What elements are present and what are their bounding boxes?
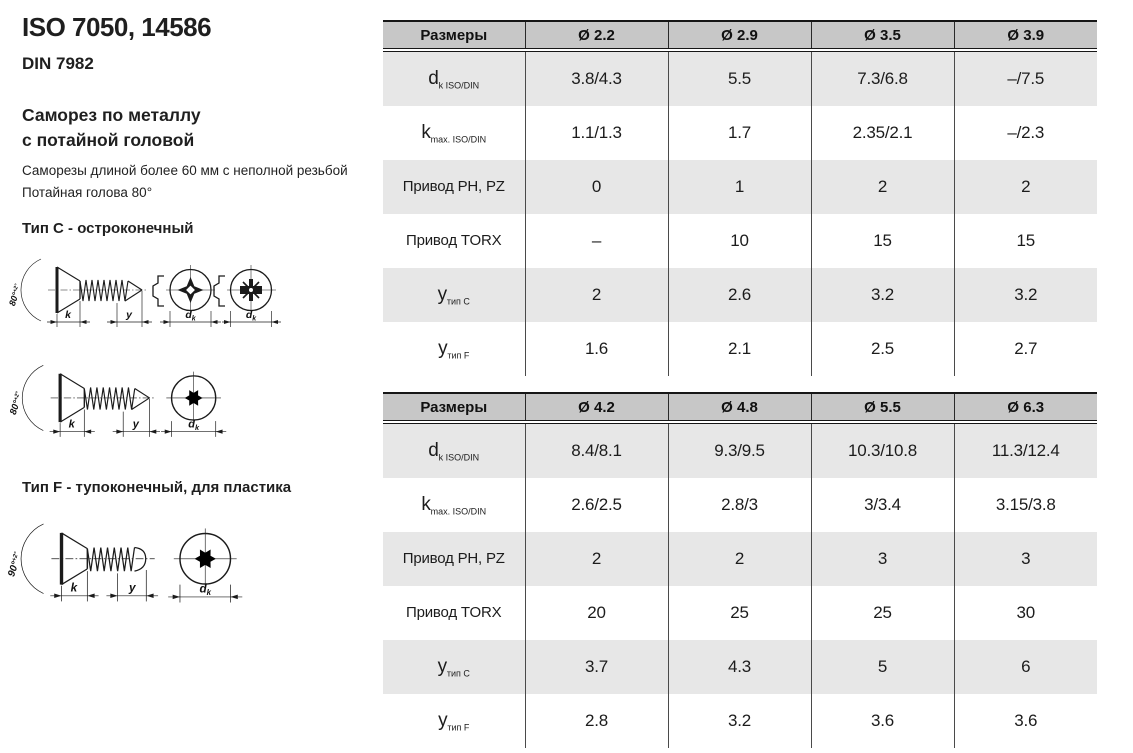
value-cell: 3.7: [525, 640, 668, 694]
value-cell: 2: [811, 160, 954, 214]
dimension-label-dk: $d_k$: [199, 582, 212, 598]
product-name-line1: Саморез по металлу: [22, 105, 201, 125]
value-cell: 11.3/12.4: [954, 422, 1097, 478]
value-cell: 3.15/3.8: [954, 478, 1097, 532]
table-row-drive-ph-pz: [383, 532, 1097, 586]
row-label: Привод PH, PZ: [402, 550, 505, 568]
ph-recess-icon: [178, 277, 204, 303]
ph-head-view: [153, 265, 221, 327]
table-header-row: [383, 393, 1097, 422]
dimension-label-k: k: [65, 309, 71, 321]
row-label: $d_{k ISO/DIN}$: [428, 439, 480, 463]
pz-recess-icon: [240, 279, 262, 301]
dimension-label-y: y: [132, 418, 139, 431]
value-cell: 4.3: [668, 640, 811, 694]
product-name: [22, 103, 201, 153]
torx-head-view: [161, 372, 226, 437]
value-cell: 7.3/6.8: [811, 50, 954, 106]
dimension-label-y: y: [128, 581, 136, 595]
header-cell-diameter: Ø 6.3: [954, 393, 1097, 422]
type-c-heading: Тип C - остроконечный: [22, 220, 194, 237]
value-cell: –: [525, 214, 668, 268]
table-row-y-type-c: [383, 640, 1097, 694]
value-cell: 3: [954, 532, 1097, 586]
value-cell: 3: [811, 532, 954, 586]
din-standard-number: DIN 7982: [22, 54, 94, 73]
value-cell: 3.2: [668, 694, 811, 748]
product-name-line2: с потайной головой: [22, 130, 195, 150]
header-cell-sizes: Размеры: [383, 21, 525, 50]
value-cell: 25: [668, 586, 811, 640]
value-cell: 25: [811, 586, 954, 640]
head-profile-icon: [214, 276, 225, 306]
row-label: $y_{тип C}$: [437, 655, 470, 679]
value-cell: 10: [668, 214, 811, 268]
type-f-drawing-torx: [2, 516, 258, 606]
value-cell: 2.5: [811, 322, 954, 376]
table-row-dk: [383, 422, 1097, 478]
dimension-label-k: k: [70, 581, 78, 595]
value-cell: 1.6: [525, 322, 668, 376]
head-profile-icon: [153, 276, 164, 306]
header-cell-diameter: Ø 3.5: [811, 21, 954, 50]
type-f-heading: Тип F - тупоконечный, для пластика: [22, 479, 292, 496]
table-header-row: [383, 21, 1097, 50]
value-cell: 30: [954, 586, 1097, 640]
screw-side-view-blunt-icon: [6, 524, 158, 601]
header-cell-sizes: Размеры: [383, 393, 525, 422]
row-label: $d_{k ISO/DIN}$: [428, 67, 480, 91]
header-cell-diameter: Ø 4.8: [668, 393, 811, 422]
value-cell: 2: [954, 160, 1097, 214]
type-c-drawing-ph-pz: [4, 252, 284, 330]
value-cell: 2.6/2.5: [525, 478, 668, 532]
value-cell: 15: [954, 214, 1097, 268]
value-cell: 3.8/4.3: [525, 50, 668, 106]
table-row-y-type-f: [383, 694, 1097, 748]
head-angle-label: 90°$^{+2^\circ}$: [6, 551, 22, 579]
row-label: $k_{max. ISO/DIN}$: [421, 121, 487, 145]
value-cell: 2: [525, 532, 668, 586]
value-cell: 1: [668, 160, 811, 214]
value-cell: 2.6: [668, 268, 811, 322]
value-cell: 5.5: [668, 50, 811, 106]
table-row-drive-torx: [383, 214, 1097, 268]
dimension-label-dk: $d_k$: [245, 309, 257, 323]
value-cell: 3.2: [811, 268, 954, 322]
spec-table-large-diameters: [383, 392, 1097, 748]
dimension-label-dk: $d_k$: [188, 418, 200, 433]
head-angle-label: 80°$^{+2^\circ}$: [6, 283, 21, 308]
value-cell: 1.1/1.3: [525, 106, 668, 160]
value-cell: 2: [525, 268, 668, 322]
header-cell-diameter: Ø 4.2: [525, 393, 668, 422]
value-cell: 9.3/9.5: [668, 422, 811, 478]
header-cell-diameter: Ø 5.5: [811, 393, 954, 422]
row-label: $y_{тип C}$: [437, 283, 470, 307]
value-cell: 2.8/3: [668, 478, 811, 532]
row-label: $k_{max. ISO/DIN}$: [421, 493, 487, 517]
dimension-label-k: k: [68, 418, 75, 431]
table-row-y-type-f: [383, 322, 1097, 376]
row-label: Привод TORX: [406, 232, 502, 250]
head-angle-label: 80°$^{+2^\circ}$: [7, 391, 23, 417]
value-cell: 8.4/8.1: [525, 422, 668, 478]
screw-side-view-pointed-icon: [7, 259, 152, 327]
value-cell: 2.7: [954, 322, 1097, 376]
type-c-drawing-torx: [4, 358, 234, 440]
table-row-drive-ph-pz: [383, 160, 1097, 214]
value-cell: 2.1: [668, 322, 811, 376]
value-cell: 10.3/10.8: [811, 422, 954, 478]
dimension-label-dk: $d_k$: [185, 309, 196, 323]
table-row-y-type-c: [383, 268, 1097, 322]
value-cell: 5: [811, 640, 954, 694]
value-cell: 0: [525, 160, 668, 214]
torx-head-view: [168, 528, 242, 602]
spec-table-small-diameters: [383, 20, 1097, 376]
value-cell: 20: [525, 586, 668, 640]
screw-side-view-pointed-icon: [8, 365, 160, 436]
header-cell-diameter: Ø 3.9: [954, 21, 1097, 50]
page-title: ISO 7050, 14586: [22, 12, 212, 42]
row-label: Привод PH, PZ: [402, 178, 505, 196]
pz-head-view: [214, 265, 281, 327]
table-row-drive-torx: [383, 586, 1097, 640]
row-label: $y_{тип F}$: [438, 337, 470, 361]
value-cell: 3.6: [954, 694, 1097, 748]
dimension-label-y: y: [126, 309, 132, 321]
value-cell: 3.2: [954, 268, 1097, 322]
value-cell: 2.35/2.1: [811, 106, 954, 160]
value-cell: 3/3.4: [811, 478, 954, 532]
value-cell: –/2.3: [954, 106, 1097, 160]
value-cell: 6: [954, 640, 1097, 694]
value-cell: 15: [811, 214, 954, 268]
row-label: $y_{тип F}$: [438, 709, 470, 733]
row-label: Привод TORX: [406, 604, 502, 622]
product-description: [22, 160, 348, 204]
value-cell: 2.8: [525, 694, 668, 748]
header-cell-diameter: Ø 2.9: [668, 21, 811, 50]
value-cell: 3.6: [811, 694, 954, 748]
value-cell: 2: [668, 532, 811, 586]
table-row-kmax: [383, 106, 1097, 160]
table-row-kmax: [383, 478, 1097, 532]
value-cell: 1.7: [668, 106, 811, 160]
product-desc-line2: Потайная голова 80°: [22, 185, 153, 200]
header-cell-diameter: Ø 2.2: [525, 21, 668, 50]
table-row-dk: [383, 50, 1097, 106]
product-desc-line1: Саморезы длиной более 60 мм с неполной резьбой: [22, 163, 348, 178]
value-cell: –/7.5: [954, 50, 1097, 106]
